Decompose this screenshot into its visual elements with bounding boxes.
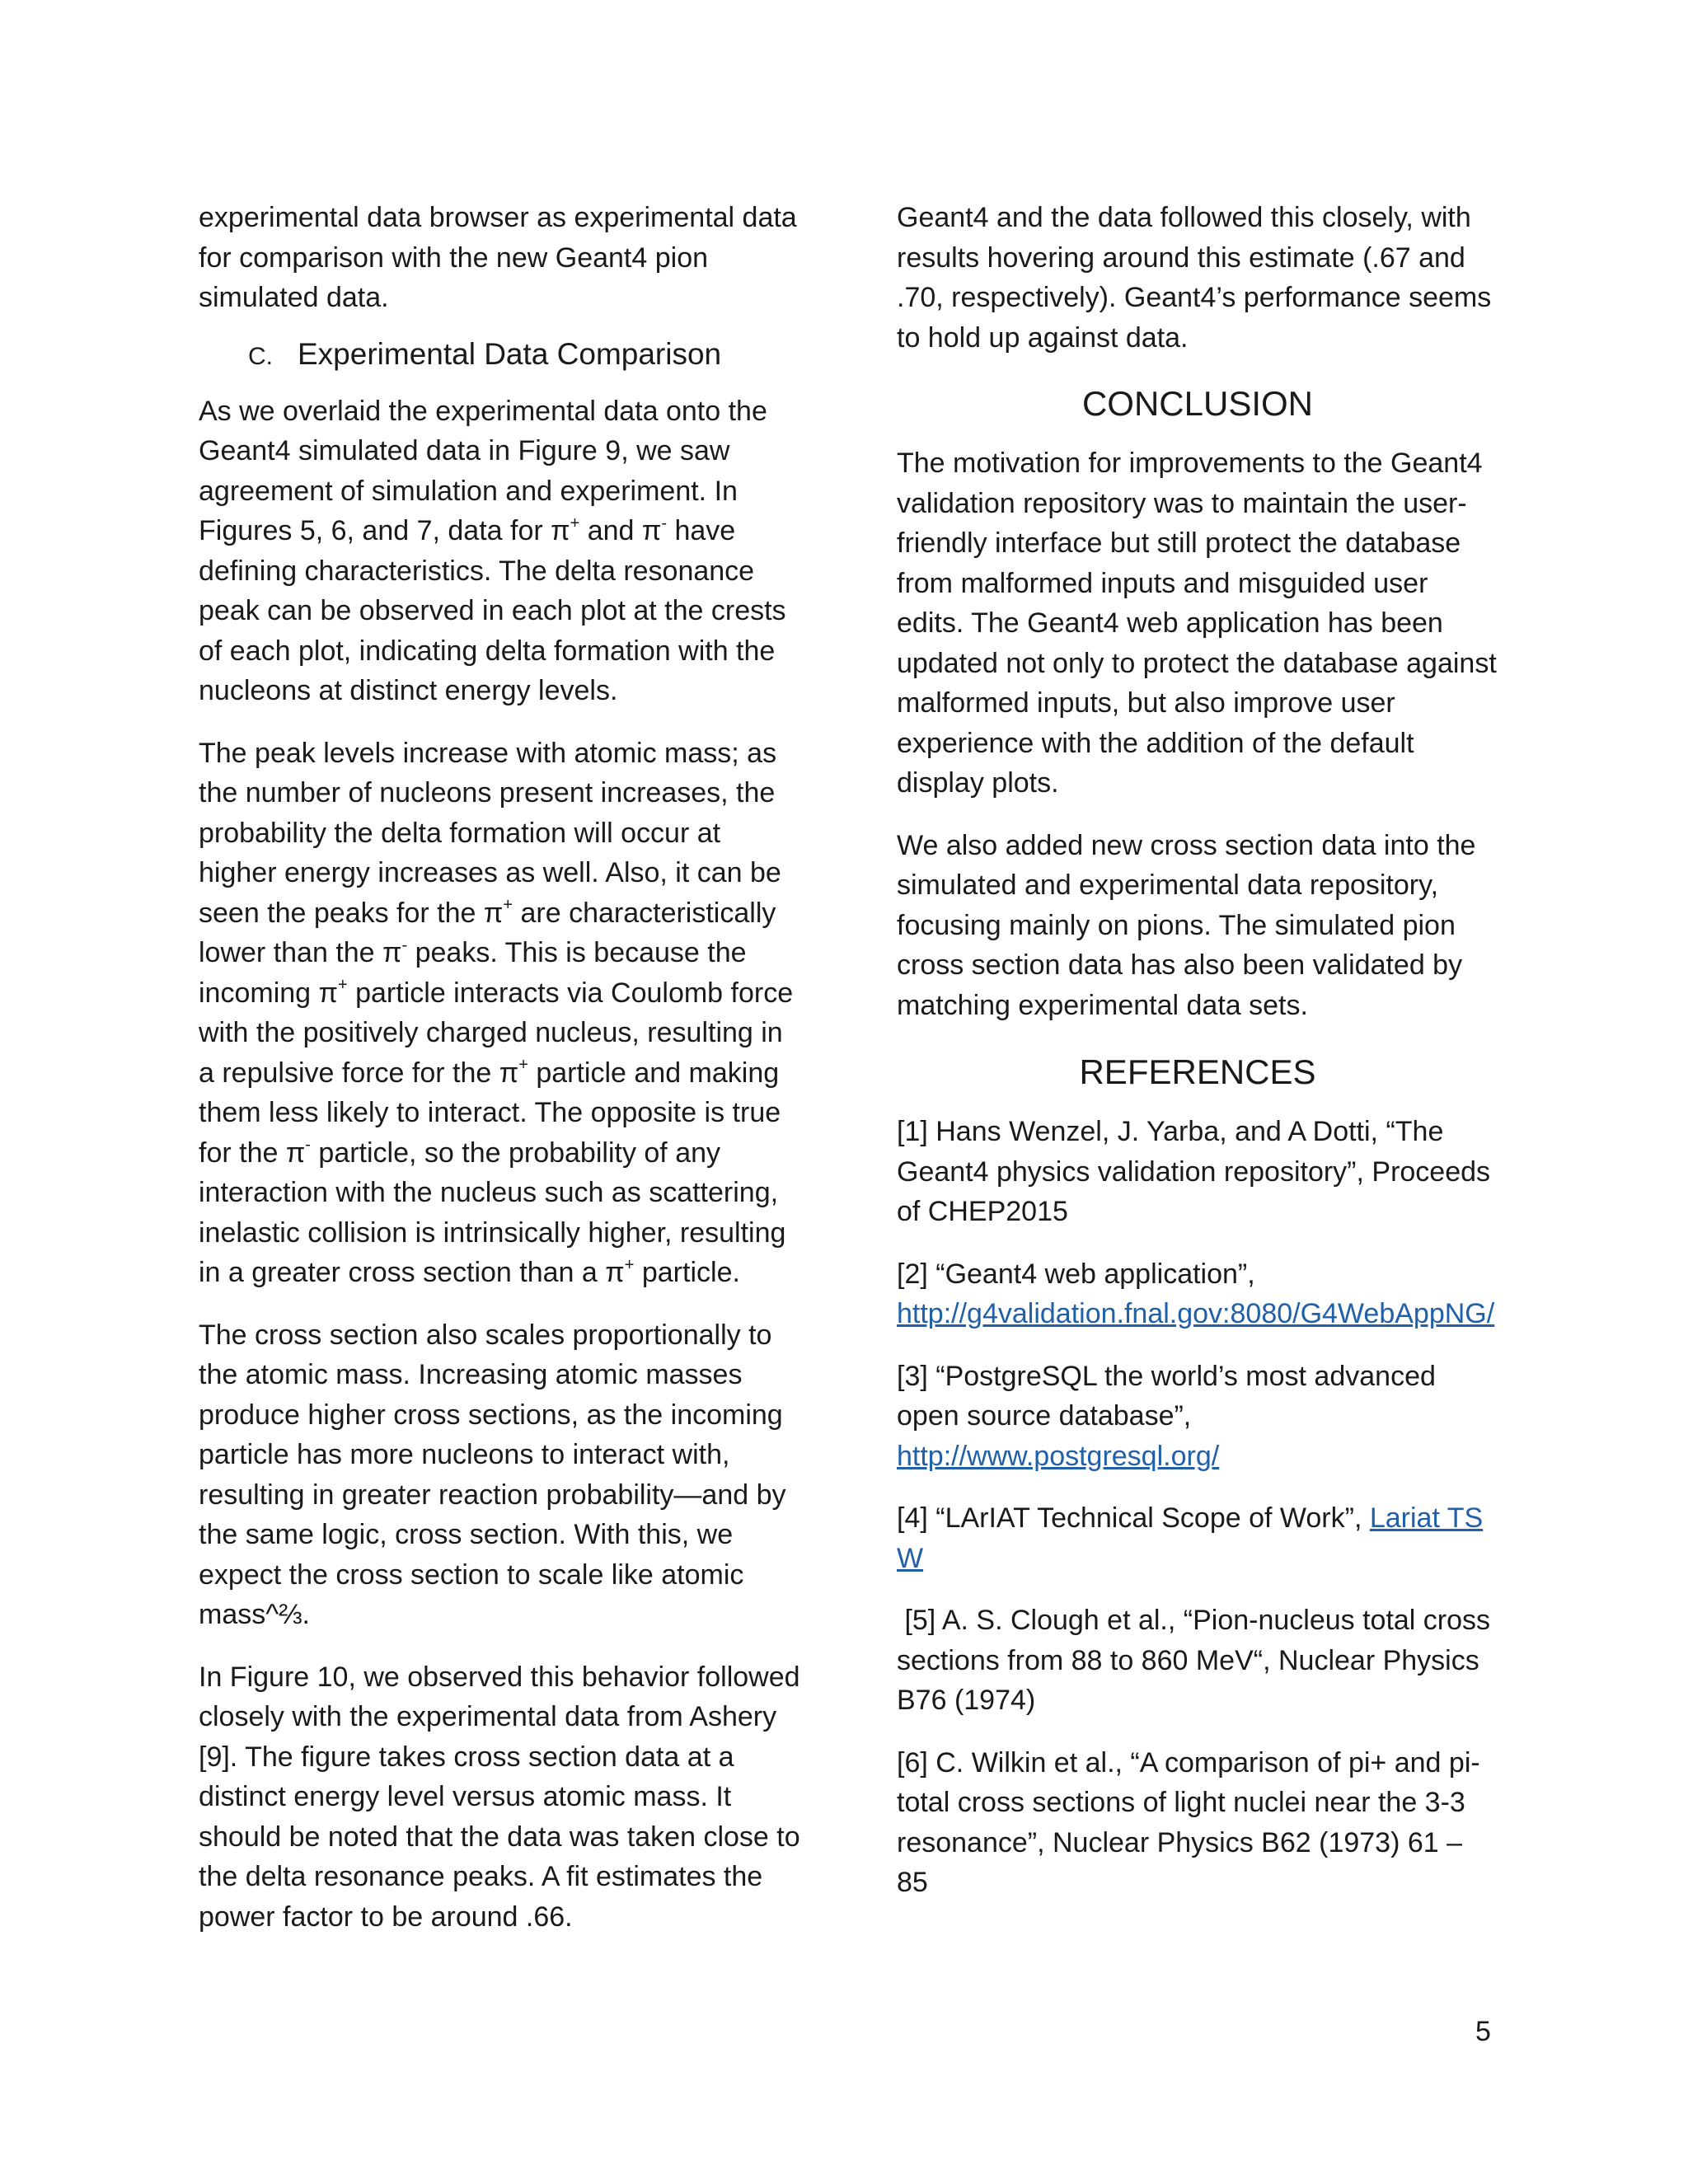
left-column [199,198,800,1937]
section-heading [248,335,800,377]
reference-4: [4] “LArIAT Technical Scope of Work”, Lariat TSW [897,1502,1484,1574]
section-title: Experimental Data Comparison [298,336,722,371]
comparison-paragraph-3: The cross section also scales proportionally to the atomic mass. Increasing atomic masses produce higher cross sections, as the incoming particle has more nucleons to interact with, resulting in greater reaction probability—and by the same logic, cross section. With this, we expect the cross section to scale like atomic mass^⅔. [199,1319,786,1630]
reference-6: [6] C. Wilkin et al., “A comparison of pi+ and pi- total cross sections of light nuclei near the 3-3 resonance”, Nuclear Physics B62 (1973) 61 – 85 [897,1746,1480,1898]
reference-4-link[interactable]: Lariat TSW [897,1502,1484,1574]
references-heading: REFERENCES [1079,1052,1316,1091]
right-column [897,198,1498,1903]
conclusion-heading: CONCLUSION [1081,384,1314,423]
reference-3: [3] “PostgreSQL the world’s most advanced open source database”, http://www.postgresql.org/ [897,1360,1436,1472]
section-number: C. [248,342,273,370]
reference-2: [2] “Geant4 web application”, http://g4validation.fnal.gov:8080/G4WebAppNG/ [897,1258,1495,1329]
page-number: 5 [1475,2016,1491,2047]
reference-1: [1] Hans Wenzel, J. Yarba, and A Dotti, “The Geant4 physics validation repository”, Proceeds of CHEP2015 [897,1116,1491,1227]
comparison-paragraph-1: As we overlaid the experimental data onto the Geant4 simulated data in Figure 9, we saw agreement of simulation and experiment. In Figures 5, 6, and 7, data for π+ and π- have defining characteristics. The delta resonance peak can be observed in each plot at the crests of each plot, indicating delta formation with the nucleons at distinct energy levels. [199,395,786,706]
reference-2-link[interactable]: http://g4validation.fnal.gov:8080/G4WebAppNG/ [897,1298,1495,1329]
comparison-paragraph-4: In Figure 10, we observed this behavior followed closely with the experimental data from Ashery [9]. The figure takes cross section data at a distinct energy level versus atomic mass. It should be noted that the data was taken close to the delta resonance peaks. A fit estimates the power factor to be around .66. [199,1661,800,1933]
continuation-paragraph: Geant4 and the data followed this closely, with results hovering around this estimate (.67 and .70, respectively). Geant4’s performance seems to hold up against data. [897,202,1492,354]
reference-5: [5] A. S. Clough et al., “Pion-nucleus total cross sections from 88 to 860 MeV“, Nuclear Physics B76 (1974) [897,1605,1498,1716]
comparison-paragraph-2: The peak levels increase with atomic mass; as the number of nucleons present increases, the probability the delta formation will occur at higher energy increases as well. Also, it can be seen the peaks for the π+ are characteristically lower than the π- peaks. This is because the incoming π+ particle interacts via Coulomb force with the positively charged nucleus, resulting in a repulsive force for the π+ particle and making them less likely to interact. The opposite is true for the π- particle, so the probability of any interaction with the nucleus such as scattering, inelastic collision is intrinsically higher, resulting in a greater cross section than a π+ particle. [199,737,794,1288]
intro-paragraph: experimental data browser as experimental data for comparison with the new Geant4 pion simulated data. [199,202,797,313]
reference-3-link[interactable]: http://www.postgresql.org/ [897,1440,1220,1472]
conclusion-paragraph-1: The motivation for improvements to the Geant4 validation repository was to maintain the user-friendly interface but still protect the database from malformed inputs and misguided user edits. The Geant4 web application has been updated not only to protect the database against malformed inputs, but also improve user experience with the addition of the default display plots. [897,448,1497,799]
conclusion-paragraph-2: We also added new cross section data into the simulated and experimental data repository, focusing mainly on pions. The simulated pion cross section data has also been validated by matching experimental data sets. [897,829,1476,1021]
